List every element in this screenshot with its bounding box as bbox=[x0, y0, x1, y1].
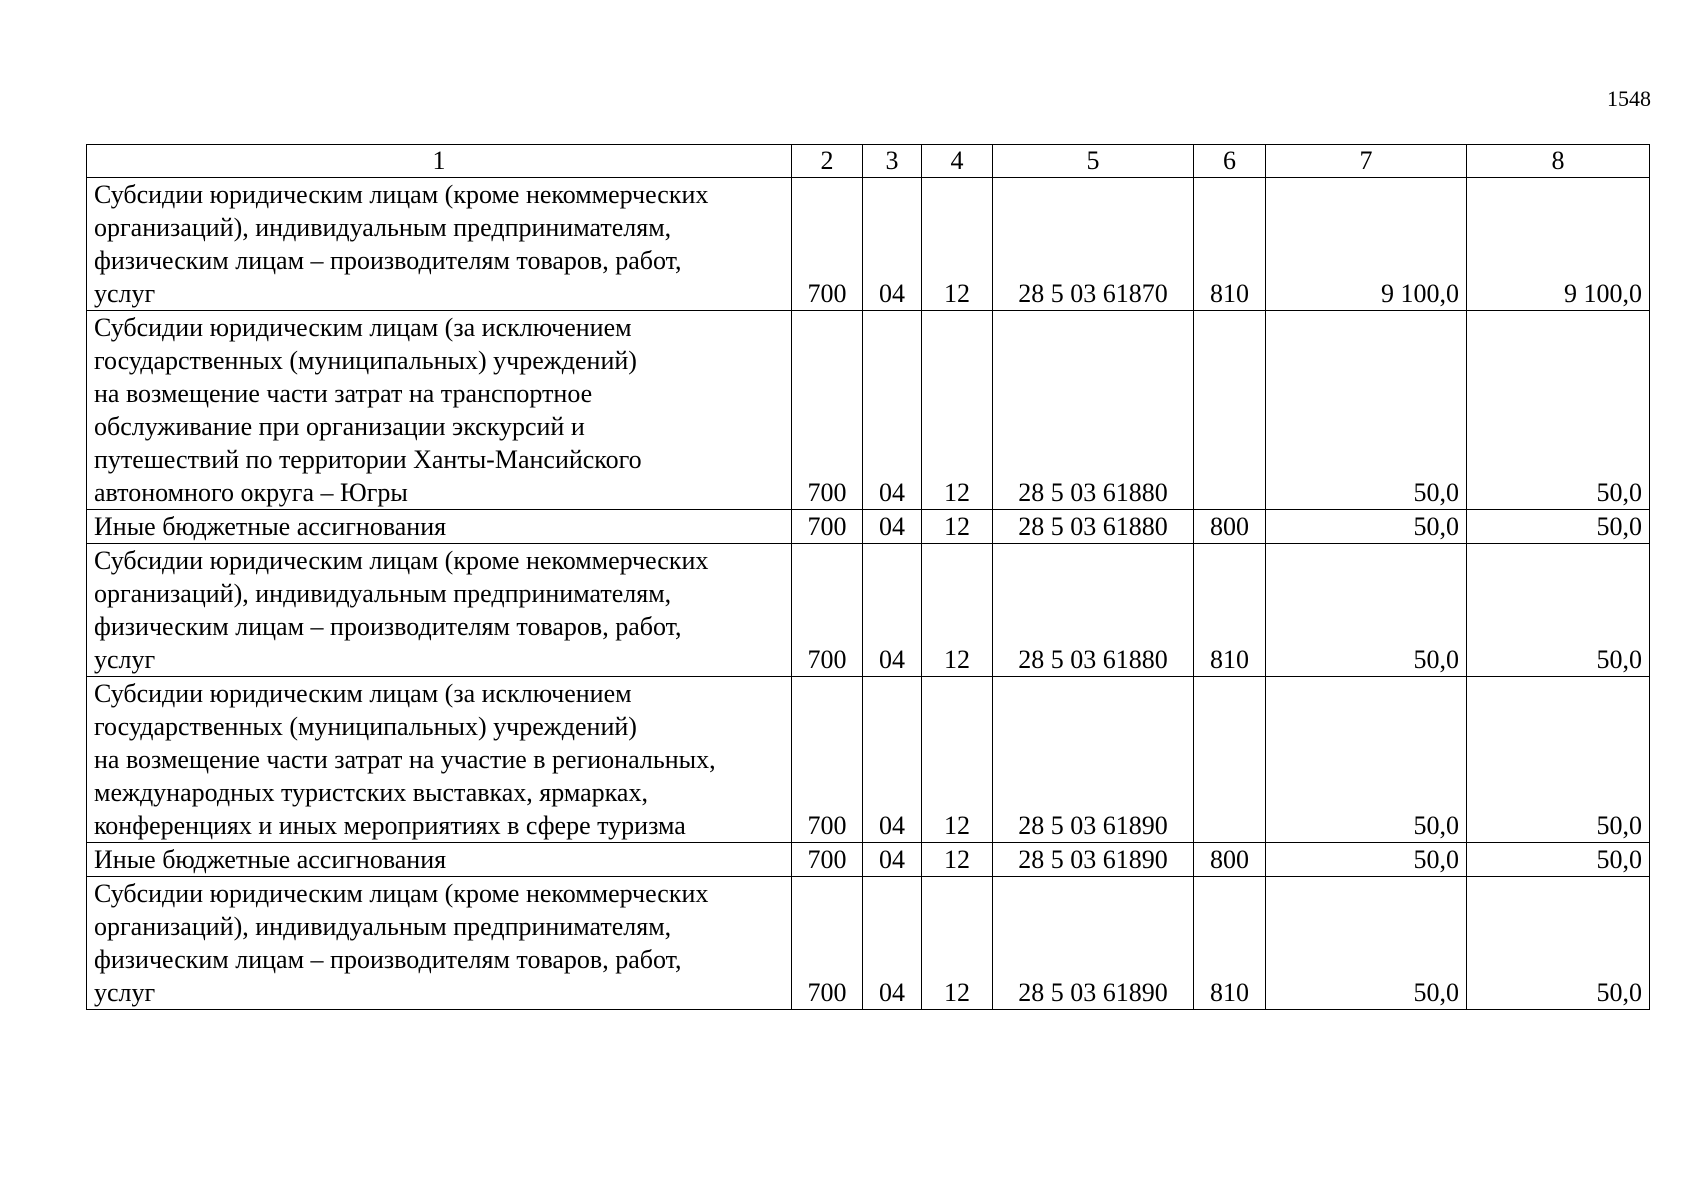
column-header-8: 8 bbox=[1467, 145, 1650, 178]
expense-type-code bbox=[1194, 677, 1266, 843]
item-code: 12 bbox=[922, 877, 993, 1010]
table-row bbox=[87, 544, 1650, 677]
item-code: 12 bbox=[922, 178, 993, 311]
row-name-line: Иные бюджетные ассигнования bbox=[94, 845, 447, 874]
expense-type-code: 800 bbox=[1194, 510, 1266, 544]
amount-year-2: 50,0 bbox=[1467, 877, 1650, 1010]
amount-year-1: 50,0 bbox=[1266, 877, 1467, 1010]
column-header-1: 1 bbox=[87, 145, 792, 178]
row-name-line: Субсидии юридическим лицам (кроме некоммерческих bbox=[94, 180, 709, 209]
row-name-line: физическим лицам – производителям товаров, работ, bbox=[94, 945, 682, 974]
row-name-line: Иные бюджетные ассигнования bbox=[94, 512, 447, 541]
row-name-line: автономного округа – Югры bbox=[94, 478, 408, 507]
row-name-line: государственных (муниципальных) учреждений) bbox=[94, 346, 637, 375]
column-header-2: 2 bbox=[792, 145, 863, 178]
amount-year-1: 50,0 bbox=[1266, 311, 1467, 510]
row-name-line: на возмещение части затрат на участие в региональных, bbox=[94, 745, 716, 774]
section-code: 700 bbox=[792, 877, 863, 1010]
expense-type-code bbox=[1194, 311, 1266, 510]
header-row bbox=[87, 145, 1650, 178]
table-body bbox=[87, 178, 1650, 1010]
section-code: 700 bbox=[792, 311, 863, 510]
amount-year-2: 50,0 bbox=[1467, 677, 1650, 843]
expense-type-code: 800 bbox=[1194, 843, 1266, 877]
table-row bbox=[87, 843, 1650, 877]
row-name-line: международных туристских выставках, ярмарках, bbox=[94, 778, 648, 807]
row-name-line: организаций), индивидуальным предпринимателям, bbox=[94, 213, 672, 242]
expense-type-code: 810 bbox=[1194, 877, 1266, 1010]
amount-year-1: 9 100,0 bbox=[1266, 178, 1467, 311]
table-row bbox=[87, 677, 1650, 843]
row-name-line: конференциях и иных мероприятиях в сфере туризма bbox=[94, 811, 686, 840]
row-name bbox=[87, 510, 792, 544]
row-name bbox=[87, 178, 792, 311]
target-article-code: 28 5 03 61890 bbox=[993, 677, 1194, 843]
column-header-3: 3 bbox=[863, 145, 922, 178]
row-name-line: услуг bbox=[94, 645, 156, 674]
item-code: 12 bbox=[922, 677, 993, 843]
expense-type-code: 810 bbox=[1194, 178, 1266, 311]
row-name-line: Субсидии юридическим лицам (за исключением bbox=[94, 313, 632, 342]
subsection-code: 04 bbox=[863, 877, 922, 1010]
amount-year-1: 50,0 bbox=[1266, 843, 1467, 877]
row-name-line: физическим лицам – производителям товаров, работ, bbox=[94, 246, 682, 275]
table-row bbox=[87, 178, 1650, 311]
target-article-code: 28 5 03 61870 bbox=[993, 178, 1194, 311]
amount-year-2: 50,0 bbox=[1467, 510, 1650, 544]
row-name-line: на возмещение части затрат на транспортное bbox=[94, 379, 593, 408]
row-name-line: государственных (муниципальных) учреждений) bbox=[94, 712, 637, 741]
row-name-line: услуг bbox=[94, 279, 156, 308]
section-code: 700 bbox=[792, 178, 863, 311]
item-code: 12 bbox=[922, 311, 993, 510]
budget-table bbox=[86, 144, 1650, 1010]
row-name-line: Субсидии юридическим лицам (кроме некоммерческих bbox=[94, 546, 709, 575]
amount-year-2: 50,0 bbox=[1467, 843, 1650, 877]
amount-year-1: 50,0 bbox=[1266, 677, 1467, 843]
section-code: 700 bbox=[792, 677, 863, 843]
amount-year-1: 50,0 bbox=[1266, 544, 1467, 677]
row-name bbox=[87, 677, 792, 843]
row-name-line: физическим лицам – производителям товаров, работ, bbox=[94, 612, 682, 641]
row-name-line: услуг bbox=[94, 978, 156, 1007]
subsection-code: 04 bbox=[863, 510, 922, 544]
table-row bbox=[87, 877, 1650, 1010]
row-name bbox=[87, 544, 792, 677]
item-code: 12 bbox=[922, 544, 993, 677]
subsection-code: 04 bbox=[863, 311, 922, 510]
subsection-code: 04 bbox=[863, 544, 922, 677]
item-code: 12 bbox=[922, 510, 993, 544]
item-code: 12 bbox=[922, 843, 993, 877]
table-row bbox=[87, 311, 1650, 510]
target-article-code: 28 5 03 61890 bbox=[993, 843, 1194, 877]
subsection-code: 04 bbox=[863, 677, 922, 843]
row-name-line: Субсидии юридическим лицам (кроме некоммерческих bbox=[94, 879, 709, 908]
row-name-line: путешествий по территории Ханты-Мансийского bbox=[94, 445, 642, 474]
column-header-7: 7 bbox=[1266, 145, 1467, 178]
subsection-code: 04 bbox=[863, 843, 922, 877]
column-header-5: 5 bbox=[993, 145, 1194, 178]
table-row bbox=[87, 510, 1650, 544]
column-header-6: 6 bbox=[1194, 145, 1266, 178]
target-article-code: 28 5 03 61890 bbox=[993, 877, 1194, 1010]
target-article-code: 28 5 03 61880 bbox=[993, 311, 1194, 510]
section-code: 700 bbox=[792, 544, 863, 677]
row-name bbox=[87, 311, 792, 510]
expense-type-code: 810 bbox=[1194, 544, 1266, 677]
page-number: 1548 bbox=[1607, 86, 1651, 111]
row-name-line: организаций), индивидуальным предпринимателям, bbox=[94, 912, 672, 941]
subsection-code: 04 bbox=[863, 178, 922, 311]
column-header-4: 4 bbox=[922, 145, 993, 178]
section-code: 700 bbox=[792, 843, 863, 877]
row-name-line: организаций), индивидуальным предпринимателям, bbox=[94, 579, 672, 608]
amount-year-2: 50,0 bbox=[1467, 311, 1650, 510]
amount-year-2: 50,0 bbox=[1467, 544, 1650, 677]
target-article-code: 28 5 03 61880 bbox=[993, 544, 1194, 677]
target-article-code: 28 5 03 61880 bbox=[993, 510, 1194, 544]
row-name-line: обслуживание при организации экскурсий и bbox=[94, 412, 585, 441]
row-name bbox=[87, 843, 792, 877]
amount-year-2: 9 100,0 bbox=[1467, 178, 1650, 311]
row-name bbox=[87, 877, 792, 1010]
section-code: 700 bbox=[792, 510, 863, 544]
row-name-line: Субсидии юридическим лицам (за исключением bbox=[94, 679, 632, 708]
amount-year-1: 50,0 bbox=[1266, 510, 1467, 544]
